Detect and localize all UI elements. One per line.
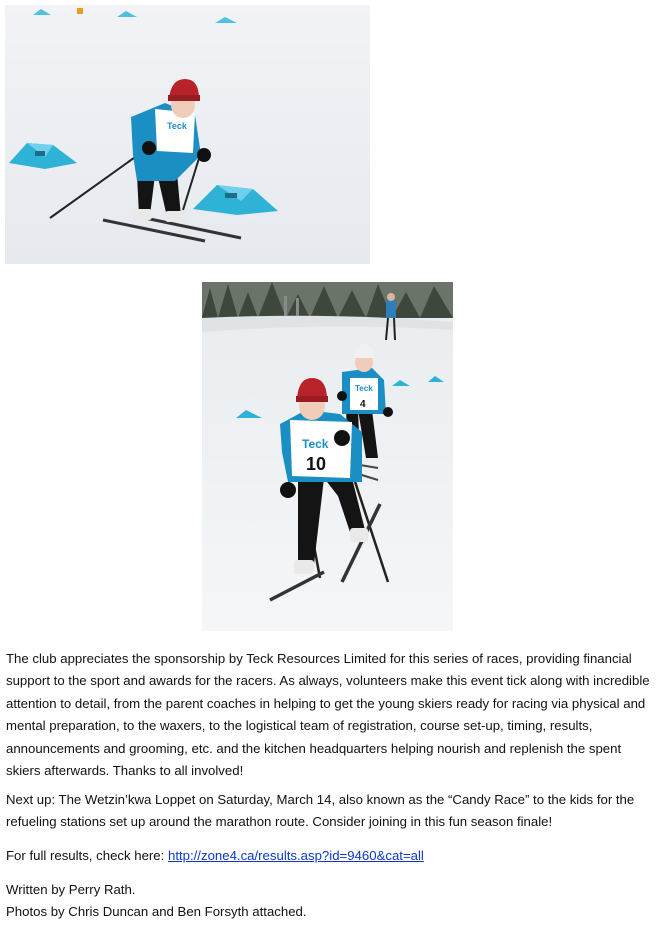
bib-brand-text: Teck xyxy=(167,121,187,131)
results-paragraph xyxy=(6,845,656,867)
written-by-line: Written by Perry Rath. xyxy=(6,882,136,897)
back-bib-brand: Teck xyxy=(355,384,373,393)
next-up-paragraph: Next up: The Wetzin’kwa Loppet on Saturday, March 14, also known as the “Candy Race” to the kids for the refueling stations set up around the marathon route. Consider joining in this fun season finale! xyxy=(6,792,635,830)
credits-paragraph xyxy=(6,879,656,924)
front-bib-brand: Teck xyxy=(302,437,329,451)
sponsorship-paragraph: The club appreciates the sponsorship by Teck Resources Limited for this series of races, providing financial support to the sport and awards for the racers. As always, volunteers make this event tick along with incredible attention to detail, from the parent coaches in helping to get the young skiers ready for racing via physical and mental preparation, to the waxers, to the logistical team of registration, course set-up, timing, results, announcements and grooming, etc. and the kitchen headquarters helping nourish and replenish the spent skiers afterwards. Thanks to all involved! xyxy=(6,651,650,779)
results-prefix: For full results, check here: xyxy=(6,848,168,863)
results-link[interactable]: http://zone4.ca/results.asp?id=9460&cat=all xyxy=(167,848,424,863)
photos-by-line: Photos by Chris Duncan and Ben Forsyth attached. xyxy=(6,904,307,920)
back-bib-number: 4 xyxy=(360,399,366,410)
photo-two-skiers-racing xyxy=(202,282,453,631)
skier-photo-illustration xyxy=(5,5,370,264)
racers-photo-illustration xyxy=(202,282,453,631)
photo-skier-with-markers xyxy=(5,5,370,264)
front-bib-number: 10 xyxy=(306,454,327,474)
